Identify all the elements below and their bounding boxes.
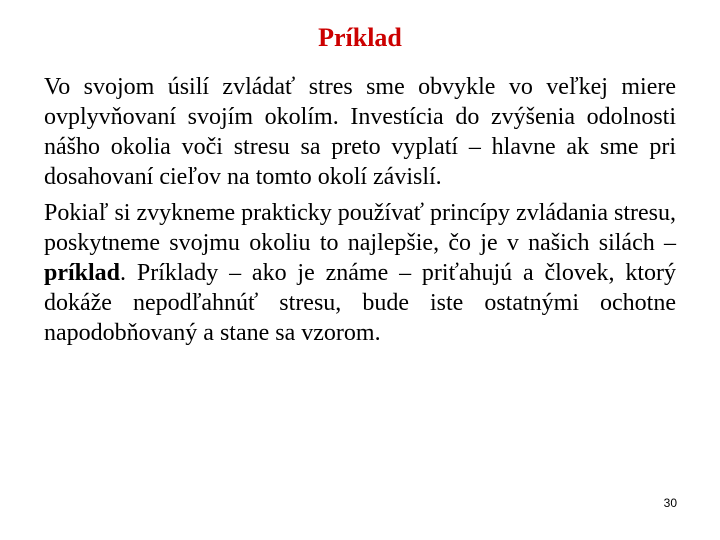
slide-title: Príklad — [318, 23, 402, 52]
paragraph-2-bold-word: príklad — [44, 260, 121, 286]
page-number: 30 — [663, 496, 677, 510]
paragraph-2-text-before: Pokiaľ si zvykneme prakticky používať princípy zvládania stresu, poskytneme svojmu okoliu to najlepšie, čo je v našich silách – — [44, 200, 676, 256]
paragraph-1: Vo svojom úsilí zvládať stres sme obvykle vo veľkej miere ovplyvňovaní svojím okolím. Investícia do zvýšenia odolnosti nášho okolia voči stresu sa preto vyplatí – hlavne ak sme pri dosahovaní cieľov na tomto okolí závislí. — [44, 74, 676, 190]
paragraph-2 — [44, 198, 676, 348]
slide-body — [44, 72, 676, 348]
paragraph-2-text-after: . Príklady – ako je známe – priťahujú a človek, ktorý dokáže nepodľahnúť stresu, bude iste ostatnými ochotne napodobňovaný a stane sa vzorom. — [44, 260, 676, 346]
